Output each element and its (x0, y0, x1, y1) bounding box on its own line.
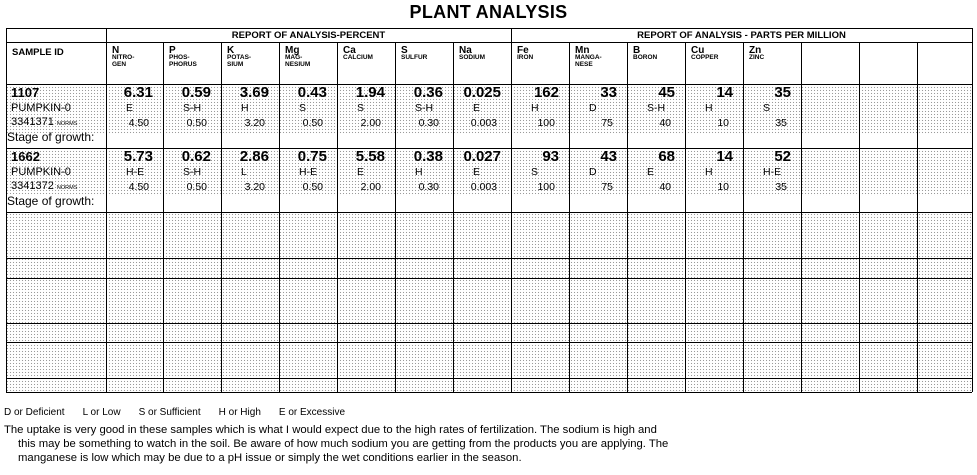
nutrient-norm: 0.50 (302, 117, 323, 129)
shading-band (6, 344, 972, 392)
grid-line (859, 42, 860, 392)
column-header (459, 46, 485, 62)
column-header (517, 46, 533, 62)
comment-line: manganese is low which may be due to a pH issue or simply the wet conditions earlier in the season. (18, 452, 522, 464)
nutrient-value: 0.025 (463, 84, 501, 101)
element-symbol: K (227, 45, 235, 56)
column-header (169, 46, 197, 68)
grid-line (6, 42, 972, 43)
nutrient-value: 0.027 (463, 148, 501, 165)
nutrient-value: 93 (542, 148, 559, 165)
column-header (633, 46, 657, 62)
nutrient-value: 35 (774, 84, 791, 101)
nutrient-rating: S (299, 102, 307, 114)
nutrient-rating: E (473, 102, 481, 114)
element-name: PHOS- (169, 54, 190, 61)
nutrient-norm: 35 (775, 181, 787, 193)
grid-line (6, 258, 972, 259)
comment-line: this may be something to watch in the soil. Be aware of how much sodium you are getting from the products you are applying. The (18, 438, 669, 450)
crop-name: PUMPKIN-0 (11, 166, 71, 178)
element-name: ZINC (749, 54, 765, 61)
nutrient-rating: H-E (763, 166, 782, 178)
legend-item: S or Sufficient (138, 407, 201, 418)
nutrient-value: 33 (600, 84, 617, 101)
nutrient-value: 3.69 (239, 84, 269, 101)
element-name: CALCIUM (343, 54, 373, 61)
nutrient-value: 0.62 (181, 148, 211, 165)
nutrient-rating: E (647, 166, 655, 178)
grid-line (511, 28, 512, 392)
nutrient-norm: 75 (601, 181, 613, 193)
element-symbol: Mg (285, 45, 300, 56)
norms-label: NORMS (56, 121, 78, 127)
nutrient-norm: 3.20 (244, 117, 265, 129)
nutrient-norm: 35 (775, 117, 787, 129)
nutrient-norm: 0.003 (470, 181, 497, 193)
element-name: SIUM (227, 60, 244, 68)
legend-item: E or Excessive (278, 407, 346, 418)
nutrient-rating: S-H (183, 102, 202, 114)
shading-band (6, 213, 972, 279)
grid-line (106, 28, 107, 392)
grid-line (6, 28, 972, 29)
column-header (401, 46, 427, 62)
nutrient-rating: H (415, 166, 423, 178)
grid-line (6, 392, 972, 393)
nutrient-rating: H (705, 166, 713, 178)
nutrient-rating: E (357, 166, 365, 178)
stage-of-growth: Stage of growth: (7, 194, 95, 208)
nutrient-rating: E (126, 102, 134, 114)
nutrient-rating: H (705, 102, 713, 114)
legend-item: L or Low (82, 407, 121, 418)
nutrient-norm: 2.00 (360, 117, 381, 129)
percent-group-header: REPORT OF ANALYSIS-PERCENT (231, 30, 386, 41)
nutrient-value: 0.59 (181, 84, 211, 101)
element-symbol: Fe (517, 45, 529, 56)
nutrient-value: 45 (658, 84, 675, 101)
nutrient-value: 0.38 (413, 148, 443, 165)
element-name: SODIUM (459, 54, 485, 61)
nutrient-rating: E (473, 166, 481, 178)
nutrient-value: 0.43 (297, 84, 327, 101)
element-name: PHORUS (169, 60, 197, 68)
nutrient-value: 14 (716, 148, 733, 165)
nutrient-value: 0.36 (413, 84, 443, 101)
nutrient-rating: S-H (183, 166, 202, 178)
nutrient-value: 5.73 (123, 148, 153, 165)
nutrient-value: 2.86 (239, 148, 269, 165)
nutrient-rating: S (531, 166, 539, 178)
nutrient-rating: D (589, 166, 597, 178)
nutrient-rating: H (241, 102, 249, 114)
column-header (112, 46, 134, 68)
lab-number (11, 180, 77, 192)
column-header (227, 46, 251, 68)
nutrient-norm: 40 (659, 117, 671, 129)
column-header (343, 46, 373, 62)
grid-line (6, 323, 972, 324)
element-symbol: Na (459, 45, 472, 56)
element-symbol: P (169, 45, 176, 56)
element-symbol: B (633, 45, 641, 56)
legend-item: H or High (218, 407, 261, 418)
element-symbol: N (112, 45, 120, 56)
page-title: PLANT ANALYSIS (409, 2, 568, 22)
element-symbol: S (401, 45, 408, 56)
column-header (691, 46, 718, 62)
norms-label: NORMS (56, 185, 78, 191)
nutrient-value: 6.31 (123, 84, 153, 101)
analysis-table (6, 28, 972, 392)
nutrient-value: 5.58 (355, 148, 385, 165)
nutrient-rating: S (763, 102, 771, 114)
nutrient-value: 52 (774, 148, 791, 165)
element-name: COPPER (691, 54, 719, 61)
crop-name: PUMPKIN-0 (11, 102, 71, 114)
grid-line (6, 378, 972, 379)
nutrient-norm: 4.50 (128, 117, 149, 129)
nutrient-norm: 2.00 (360, 181, 381, 193)
nutrient-norm: 0.003 (470, 117, 497, 129)
element-symbol: Zn (749, 45, 762, 56)
grid-line (6, 212, 972, 213)
grid-line (917, 42, 918, 392)
element-name: SULFUR (401, 54, 428, 61)
nutrient-rating: S (357, 102, 365, 114)
nutrient-rating: H (531, 102, 539, 114)
sample-id-header: SAMPLE ID (12, 47, 64, 58)
element-symbol: Mn (575, 45, 590, 56)
nutrient-norm: 4.50 (128, 181, 149, 193)
grid-line (6, 278, 972, 279)
ppm-group-header: REPORT OF ANALYSIS - PARTS PER MILLION (637, 30, 846, 41)
nutrient-value: 0.75 (297, 148, 327, 165)
nutrient-norm: 40 (659, 181, 671, 193)
sample-id: 1662 (11, 149, 40, 164)
nutrient-norm: 0.50 (186, 117, 207, 129)
nutrient-value: 68 (658, 148, 675, 165)
grid-line (972, 28, 973, 392)
element-name: MANGA- (575, 54, 602, 61)
nutrient-norm: 10 (717, 181, 729, 193)
element-symbol: Ca (343, 45, 356, 56)
element-name: NESIUM (285, 60, 311, 68)
comment-line: The uptake is very good in these samples which is what I would expect due to the high rates of fertilization. The sodium is high and (4, 424, 657, 436)
element-name: IRON (517, 54, 534, 61)
grid-line (801, 42, 802, 392)
nutrient-rating: S-H (647, 102, 666, 114)
nutrient-rating: H-E (299, 166, 318, 178)
element-name: BORON (633, 54, 658, 61)
nutrient-value: 14 (716, 84, 733, 101)
element-name: NESE (575, 60, 593, 68)
column-header (285, 46, 310, 68)
nutrient-rating: L (241, 166, 247, 178)
nutrient-norm: 100 (537, 117, 555, 129)
nutrient-value: 43 (600, 148, 617, 165)
nutrient-norm: 3.20 (244, 181, 265, 193)
rating-legend (4, 407, 363, 418)
nutrient-norm: 0.30 (418, 181, 439, 193)
nutrient-norm: 0.50 (186, 181, 207, 193)
element-name: POTAS- (227, 54, 252, 61)
nutrient-norm: 75 (601, 117, 613, 129)
nutrient-value: 1.94 (355, 84, 385, 101)
stage-of-growth: Stage of growth: (7, 130, 95, 144)
nutrient-norm: 100 (537, 181, 555, 193)
nutrient-norm: 10 (717, 117, 729, 129)
column-header (575, 46, 602, 68)
analysis-comment (4, 423, 964, 465)
column-header (749, 46, 764, 62)
nutrient-value: 162 (533, 84, 559, 101)
shading-band (6, 279, 972, 343)
element-name: NITRO- (112, 54, 135, 61)
lab-number-value: 3341371 (11, 116, 54, 128)
lab-number-value: 3341372 (11, 180, 54, 192)
nutrient-norm: 0.50 (302, 181, 323, 193)
nutrient-rating: H-E (126, 166, 145, 178)
legend-item: D or Deficient (4, 407, 65, 418)
element-name: MAG- (285, 54, 303, 61)
sample-id: 1107 (11, 85, 40, 100)
nutrient-rating: S-H (415, 102, 434, 114)
nutrient-rating: D (589, 102, 597, 114)
element-name: GEN (112, 60, 127, 68)
element-symbol: Cu (691, 45, 705, 56)
grid-line (6, 342, 972, 343)
nutrient-norm: 0.30 (418, 117, 439, 129)
grid-line (6, 28, 7, 392)
lab-number (11, 116, 77, 128)
